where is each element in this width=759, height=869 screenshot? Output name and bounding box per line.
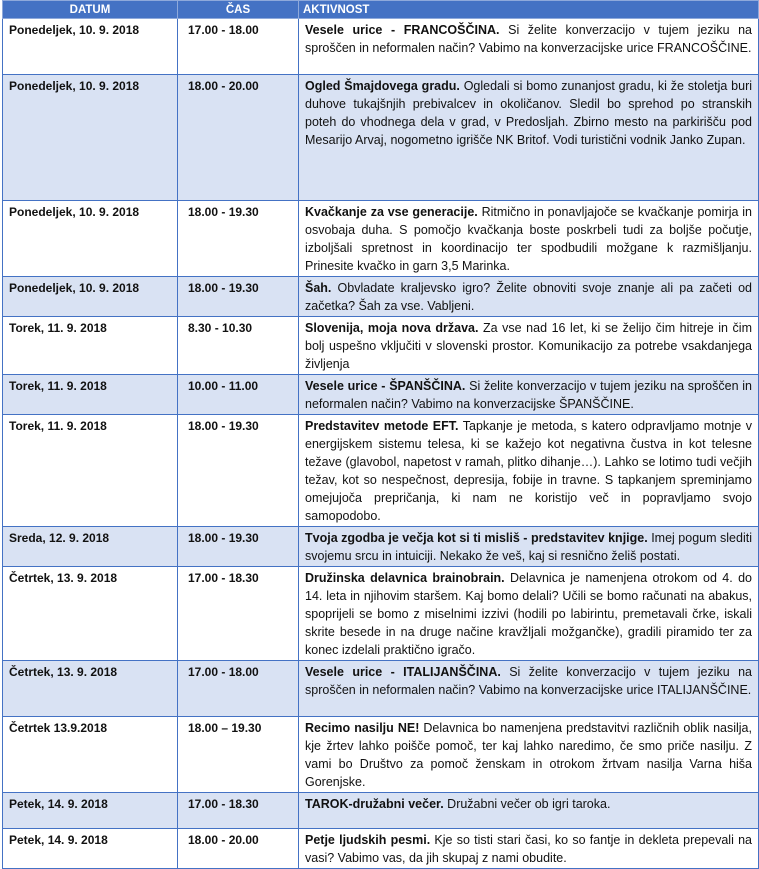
table-row: [3, 567, 759, 661]
table-row: [3, 75, 759, 201]
activity-cell: [299, 75, 759, 201]
activity-cell: [299, 829, 759, 869]
activity-title: Družinska delavnica brainobrain.: [305, 571, 505, 585]
date-cell: Ponedeljek, 10. 9. 2018: [3, 277, 178, 317]
date-cell: Torek, 11. 9. 2018: [3, 415, 178, 527]
header-row: [3, 1, 759, 19]
date-cell: Četrtek 13.9.2018: [3, 717, 178, 793]
activity-description: Delavnica je namenjena otrokom od 4. do 14. leta in njihovim staršem. Kaj bomo delali? Učili se bomo računati na abakus, spoprijeli se bomo z miselnimi izzivi (hodili po labirintu, premetavali črke, iskali skrite besede in na druge načine kravžljali možgančke), gradili piramido ter za konec izdelali praktično igračo.: [305, 571, 752, 657]
activity-description: Imej pogum slediti svojemu srcu in intuiciji. Nekako že veš, kaj si resnično želiš postati.: [305, 531, 752, 563]
activity-description: Si želite konverzacijo v tujem jeziku na sproščen in neformalen način? Vabimo na konverzacijske ŠPANŠČINE.: [305, 379, 752, 411]
table-row: [3, 829, 759, 869]
activity-title: TAROK-družabni večer.: [305, 797, 444, 811]
activity-cell: [299, 277, 759, 317]
activity-title: Vesele urice - ŠPANŠČINA.: [305, 379, 466, 393]
time-cell: 10.00 - 11.00: [178, 375, 299, 415]
table-row: [3, 527, 759, 567]
activity-description: Si želite konverzacijo v tujem jeziku na sproščen in neformalen način? Vabimo na konverzacijske urice ITALIJANŠČINE.: [305, 665, 752, 697]
table-row: [3, 415, 759, 527]
activity-cell: [299, 415, 759, 527]
activity-cell: [299, 567, 759, 661]
activity-description: Ogledali si bomo zunanjost gradu, ki že stoletja buri duhove tukajšnjih prebivalcev in okoličanov. Sledil bo sprehod po stranskih poteh do vhodnega dela v grad, v Predosljah. Zbirno mesto na parkirišču pod Mesarijo Arvaj, nogometno igrišče NK Britof. Vodi turistični vodnik Janko Zupan.: [305, 79, 753, 147]
activity-cell: [299, 793, 759, 829]
time-cell: 17.00 - 18.00: [178, 19, 299, 75]
date-cell: Ponedeljek, 10. 9. 2018: [3, 19, 178, 75]
activity-title: Tvoja zgodba je večja kot si ti misliš - predstavitev knjige.: [305, 531, 648, 545]
activity-description: Delavnica bo namenjena predstavitvi različnih oblik nasilja, kje žrtev lahko poišče pomoč, ter kaj lahko naredimo, če smo priče nasilju. Z vami bo Društvo za pomoč ženskam in otrokom žrtvam nasilja Varna hiša Gorenjske.: [305, 721, 752, 789]
activity-cell: [299, 19, 759, 75]
time-cell: 18.00 - 19.30: [178, 201, 299, 277]
activity-description: Obvladate kraljevsko igro? Želite obnoviti svoje znanje ali pa začeti od začetka? Šah za vse. Vabljeni.: [305, 281, 752, 313]
date-cell: Ponedeljek, 10. 9. 2018: [3, 75, 178, 201]
activity-description: Za vse nad 16 let, ki se želijo čim hitreje in čim bolj uspešno vključiti v slovenski prostor. Komunikacijo za potrebe vsakdanjega življenja: [305, 321, 752, 371]
activity-title: Šah.: [305, 281, 332, 295]
header-time: ČAS: [178, 1, 299, 19]
time-cell: 17.00 - 18.30: [178, 567, 299, 661]
activity-cell: [299, 201, 759, 277]
activity-title: Petje ljudskih pesmi.: [305, 833, 431, 847]
time-cell: 18.00 – 19.30: [178, 717, 299, 793]
activity-cell: [299, 717, 759, 793]
activity-description: Tapkanje je metoda, s katero odpravljamo motnje v energijskem sistemu telesa, ki se kažejo kot negativna čustva in kot telesne težave (glavobol, napetost v ramah, plitko dihanje…). Lahko se lotimo tudi večjih težav, kot so nespečnost, depresija, fobije in travne. S tapkanjem spreminjamo omejujoča prepričanja, ki nam ne koristijo več in popravljamo svojo samopodobo.: [305, 419, 752, 523]
time-cell: 17.00 - 18.00: [178, 661, 299, 717]
date-cell: Četrtek, 13. 9. 2018: [3, 661, 178, 717]
time-cell: 18.00 - 19.30: [178, 527, 299, 567]
table-row: [3, 793, 759, 829]
activity-cell: [299, 661, 759, 717]
activity-title: Vesele urice - ITALIJANŠČINA.: [305, 665, 501, 679]
activity-description: Družabni večer ob igri taroka.: [443, 797, 611, 811]
activity-cell: [299, 527, 759, 567]
table-row: [3, 317, 759, 375]
header-date: DATUM: [3, 1, 178, 19]
table-row: [3, 717, 759, 793]
header-activity: AKTIVNOST: [299, 1, 759, 19]
activity-title: Predstavitev metode EFT.: [305, 419, 459, 433]
date-cell: Torek, 11. 9. 2018: [3, 375, 178, 415]
activity-cell: [299, 375, 759, 415]
date-cell: Sreda, 12. 9. 2018: [3, 527, 178, 567]
time-cell: 8.30 - 10.30: [178, 317, 299, 375]
activity-title: Ogled Šmajdovega gradu.: [305, 79, 460, 93]
time-cell: 17.00 - 18.30: [178, 793, 299, 829]
activity-description: Ritmično in ponavljajoče se kvačkanje pomirja in osvobaja duha. S pomočjo kvačkanja boste poskrbeli tudi za boljše počutje, izboljšali spretnost in koordinacijo ter spodbudili možgane k razmišljanju. Prinesite kvačko in garn 3,5 Marinka.: [305, 205, 752, 273]
activity-title: Kvačkanje za vse generacije.: [305, 205, 478, 219]
time-cell: 18.00 - 19.30: [178, 415, 299, 527]
table-row: [3, 277, 759, 317]
activity-title: Recimo nasilju NE!: [305, 721, 420, 735]
activity-title: Vesele urice - FRANCOŠČINA.: [305, 23, 500, 37]
date-cell: Ponedeljek, 10. 9. 2018: [3, 201, 178, 277]
time-cell: 18.00 - 19.30: [178, 277, 299, 317]
table-row: [3, 19, 759, 75]
table-row: [3, 201, 759, 277]
table-row: [3, 661, 759, 717]
date-cell: Četrtek, 13. 9. 2018: [3, 567, 178, 661]
time-cell: 18.00 - 20.00: [178, 829, 299, 869]
activity-description: Kje so tisti stari časi, ko so fantje in dekleta prepevali na vasi? Vabimo vas, da jih skupaj z nami obudite.: [305, 833, 752, 865]
activity-title: Slovenija, moja nova država.: [305, 321, 479, 335]
date-cell: Torek, 11. 9. 2018: [3, 317, 178, 375]
event-schedule-table: [2, 0, 759, 869]
date-cell: Petek, 14. 9. 2018: [3, 829, 178, 869]
date-cell: Petek, 14. 9. 2018: [3, 793, 178, 829]
time-cell: 18.00 - 20.00: [178, 75, 299, 201]
activity-cell: [299, 317, 759, 375]
table-row: [3, 375, 759, 415]
activity-description: Si želite konverzacijo v tujem jeziku na sproščen in neformalen način? Vabimo na konverzacijske urice FRANCOŠČINE.: [305, 23, 753, 55]
